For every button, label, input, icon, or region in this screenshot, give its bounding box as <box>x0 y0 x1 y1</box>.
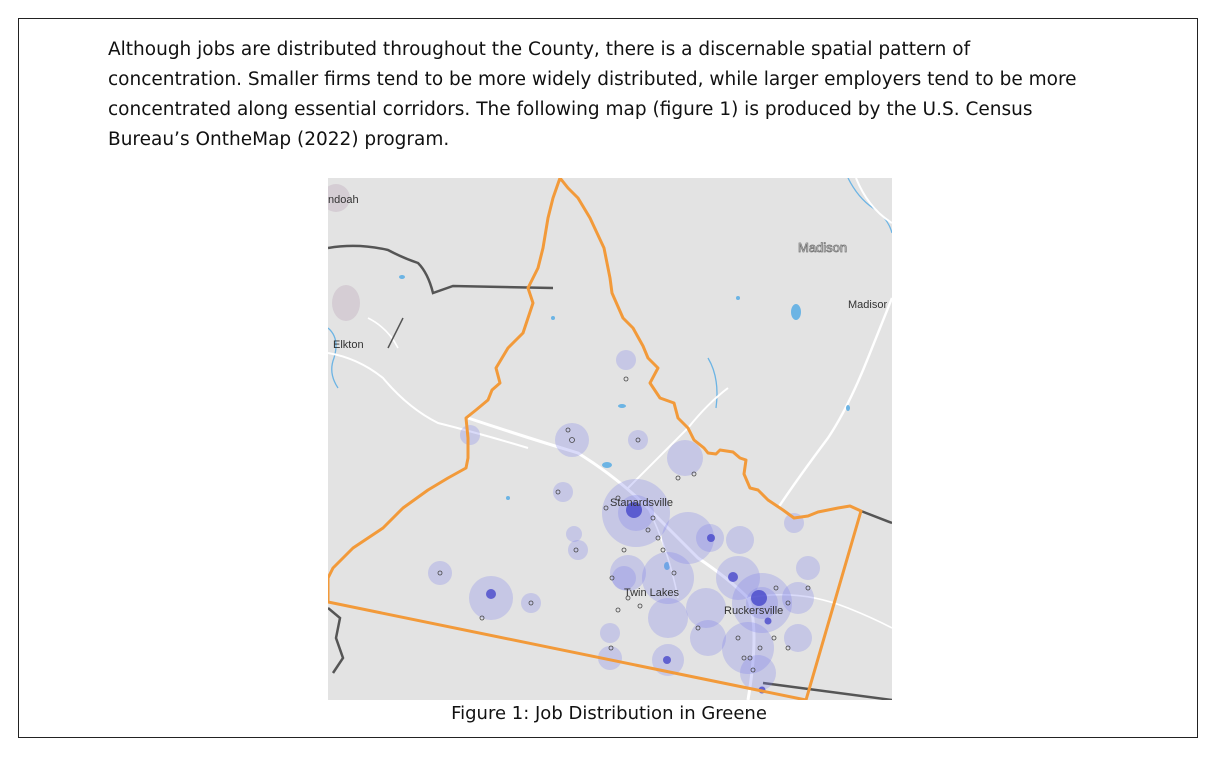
water-features <box>328 178 892 508</box>
map-label-stanardsville: Stanardsville <box>610 497 673 509</box>
map-label-elkton: Elkton <box>333 339 364 351</box>
map-label-madison-small: Madisor <box>848 299 888 311</box>
figure-caption: Figure 1: Job Distribution in Greene <box>451 703 767 724</box>
map-svg <box>328 178 892 700</box>
job-distribution-map <box>328 178 892 700</box>
map-label-twin-lakes: Twin Lakes <box>624 587 680 599</box>
map-label-ruckersville: Ruckersville <box>724 605 784 617</box>
body-paragraph: Although jobs are distributed throughout the County, there is a discernable spatial pattern of concentration. Smaller firms tend to be more widely distributed, while larger employers tend to be more concentrated along essential corridors. The following map (figure 1) is produced by the U.S. Census Bureau’s OntheMap (2022) program. <box>108 39 1077 150</box>
map-label-shenandoah: ndoah <box>328 194 359 206</box>
map-label-madison-big: Madison <box>798 240 848 255</box>
document-frame <box>18 18 1198 738</box>
town-area-elkton <box>332 285 360 321</box>
